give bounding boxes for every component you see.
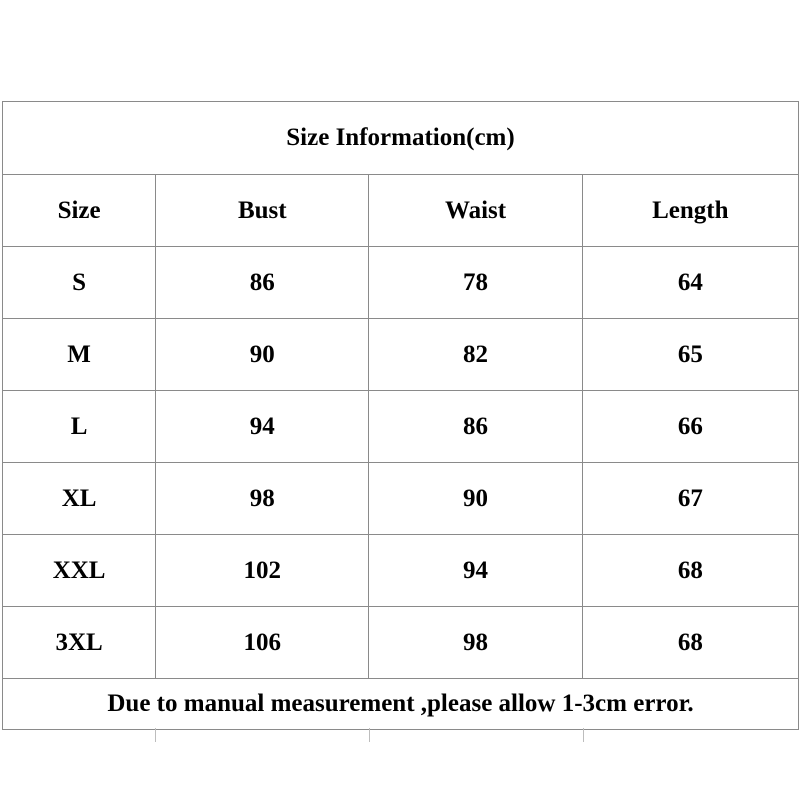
header-cell-size: Size [3,175,156,247]
length-cell: 64 [582,247,798,319]
grid-stub [583,728,584,742]
waist-cell: 78 [369,247,582,319]
table-row [3,247,799,319]
waist-cell: 82 [369,319,582,391]
note-row [3,679,799,730]
table-title: Size Information(cm) [3,102,799,175]
size-cell: XXL [3,535,156,607]
bust-cell: 90 [156,319,369,391]
length-cell: 65 [582,319,798,391]
header-cell-length: Length [582,175,798,247]
size-cell: M [3,319,156,391]
table-row [3,535,799,607]
bust-cell: 94 [156,391,369,463]
header-row [3,175,799,247]
size-table-body [3,102,799,730]
table-row [3,463,799,535]
header-cell-bust: Bust [156,175,369,247]
bust-cell: 102 [156,535,369,607]
grid-stub [369,728,370,742]
waist-cell: 98 [369,607,582,679]
waist-cell: 90 [369,463,582,535]
bust-cell: 106 [156,607,369,679]
size-cell: XL [3,463,156,535]
size-table [2,101,799,730]
table-row [3,319,799,391]
length-cell: 67 [582,463,798,535]
waist-cell: 86 [369,391,582,463]
title-row [3,102,799,175]
waist-cell: 94 [369,535,582,607]
header-cell-waist: Waist [369,175,582,247]
size-cell: L [3,391,156,463]
table-row [3,607,799,679]
length-cell: 68 [582,607,798,679]
measurement-note: Due to manual measurement ,please allow 1-3cm error. [3,679,799,730]
bust-cell: 98 [156,463,369,535]
grid-stub [155,728,156,742]
size-cell: 3XL [3,607,156,679]
bust-cell: 86 [156,247,369,319]
length-cell: 68 [582,535,798,607]
size-cell: S [3,247,156,319]
length-cell: 66 [582,391,798,463]
table-row [3,391,799,463]
